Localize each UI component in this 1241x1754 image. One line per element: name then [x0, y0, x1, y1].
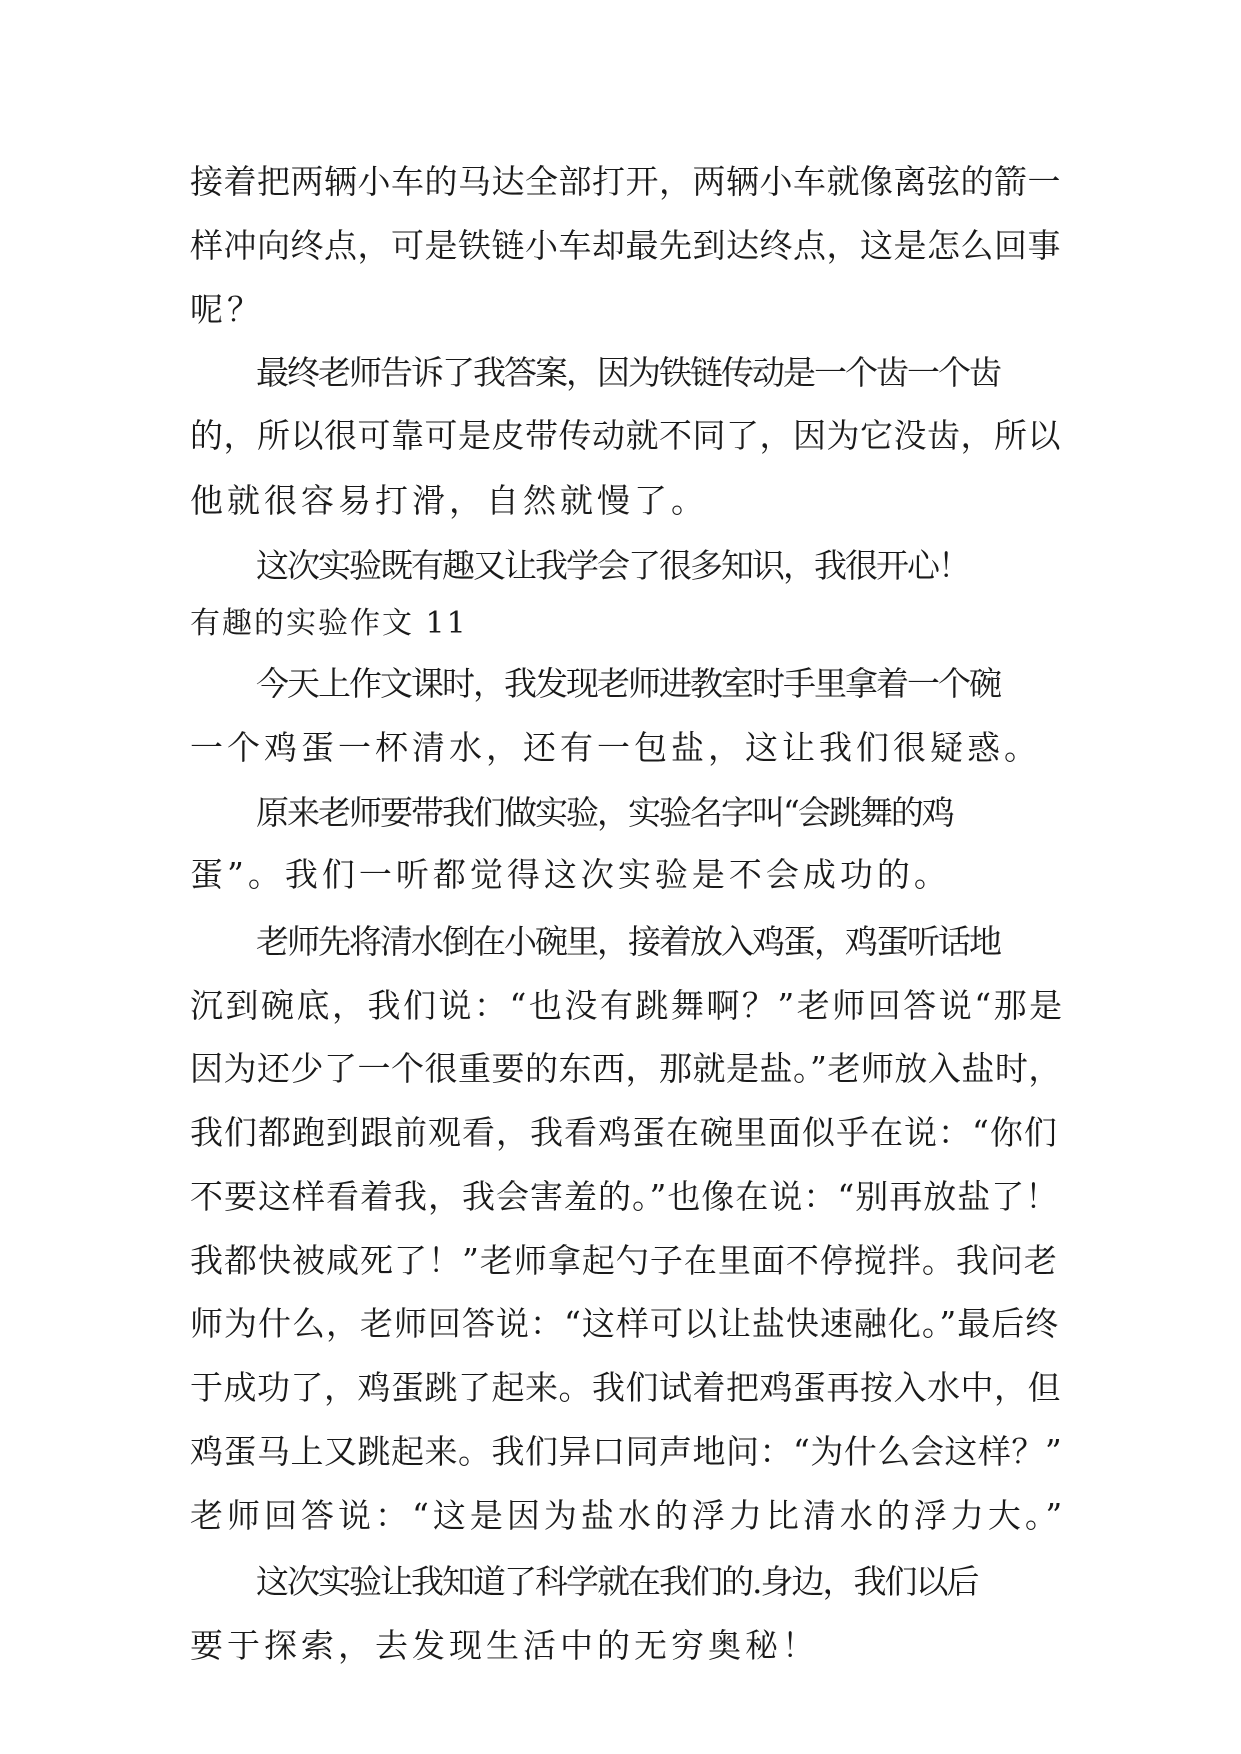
text-line: 接着把两辆小车的马达全部打开，两辆小车就像离弦的箭一 [190, 162, 1061, 201]
paragraph-start-line: 这次实验既有趣又让我学会了很多知识，我很开心！ [256, 546, 969, 585]
text-line: 鸡蛋马上又跳起来。我们异口同声地问：“为什么会这样？” [190, 1432, 1063, 1471]
text-line: 他就很容易打滑，自然就慢了。 [190, 481, 708, 520]
paragraph-start-line: 今天上作文课时，我发现老师进教室时手里拿着一个碗 [256, 664, 1000, 703]
text-line: 呢？ [190, 290, 264, 329]
paragraph-start-line: 这次实验让我知道了科学就在我们的.身边，我们以后 [256, 1562, 978, 1601]
text-line: 一个鸡蛋一杯清水，还有一包盐，这让我们很疑惑。 [190, 728, 1041, 767]
section-title: 有趣的实验作文 11 [190, 606, 468, 641]
text-line: 不要这样看着我，我会害羞的。”也像在说：“别再放盐了！ [190, 1177, 1060, 1216]
text-line: 老师回答说：“这是因为盐水的浮力比清水的浮力大。” [190, 1496, 1067, 1535]
paragraph-start-line: 最终老师告诉了我答案，因为铁链传动是一个齿一个齿 [256, 353, 1000, 392]
text-line: 蛋”。我们一听都觉得这次实验是不会成功的。 [190, 855, 951, 894]
text-line: 沉到碗底，我们说：“也没有跳舞啊？”老师回答说“那是 [190, 986, 1065, 1025]
text-line: 要于探索，去发现生活中的无穷奥秘！ [190, 1626, 819, 1665]
text-line: 的，所以很可靠可是皮带传动就不同了，因为它没齿，所以 [190, 416, 1061, 455]
text-line: 样冲向终点，可是铁链小车却最先到达终点，这是怎么回事 [190, 226, 1061, 265]
text-line: 于成功了，鸡蛋跳了起来。我们试着把鸡蛋再按入水中，但 [190, 1368, 1061, 1407]
text-line: 师为什么，老师回答说：“这样可以让盐快速融化。”最后终 [190, 1304, 1060, 1343]
text-line: 我都快被咸死了！”老师拿起勺子在里面不停搅拌。我问老 [190, 1241, 1058, 1280]
paragraph-start-line: 老师先将清水倒在小碗里，接着放入鸡蛋，鸡蛋听话地 [256, 922, 1000, 961]
text-line: 因为还少了一个很重要的东西，那就是盐。”老师放入盐时， [190, 1049, 1062, 1088]
text-line: 我们都跑到跟前观看，我看鸡蛋在碗里面似乎在说：“你们 [190, 1113, 1058, 1152]
paragraph-start-line: 原来老师要带我们做实验，实验名字叫“会跳舞的鸡 [256, 793, 953, 832]
